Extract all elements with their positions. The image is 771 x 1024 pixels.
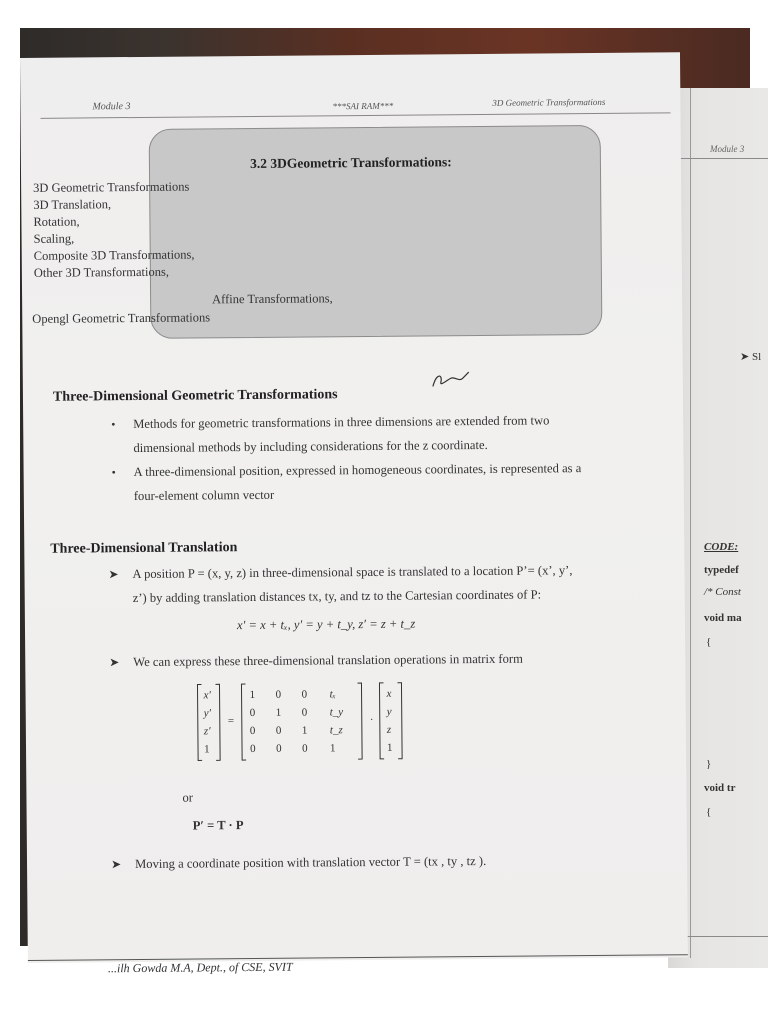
- footer-text: ...ilh Gowda M.A, Dept., of CSE, SVIT: [107, 959, 293, 976]
- header-left: Module 3: [92, 101, 131, 113]
- arrow-bullet: ➤: [110, 857, 122, 872]
- right-vector: [379, 683, 402, 759]
- moving-para: Moving a coordinate position with translation vector T = (tx , ty , tz ).: [134, 853, 487, 872]
- translation-equation: x′ = x + tₓ, y′ = y + t_y, z′ = z + t_z: [236, 616, 416, 633]
- matrix-cell: 0: [301, 742, 308, 755]
- matrix-cell: 1: [329, 742, 336, 755]
- footer-rule: [28, 954, 688, 961]
- translation-matrix-T: [241, 683, 362, 760]
- equals-sign: =: [227, 715, 235, 728]
- contents-item: Composite 3D Transformations,: [33, 247, 195, 263]
- contents-affine: Affine Transformations,: [212, 291, 333, 307]
- translation-para-line-2: z’) by adding translation distances tx, ty, and tz to the Cartesian coordinates of P:: [132, 587, 542, 606]
- document-page: [20, 52, 688, 976]
- matrix-cell: t_z: [329, 724, 343, 737]
- adjacent-code-label: CODE:: [704, 541, 739, 553]
- adjacent-module: Module 3: [710, 144, 745, 154]
- section1-heading: Three-Dimensional Geometric Transformations: [52, 387, 338, 405]
- dot-operator: ·: [369, 713, 374, 726]
- bullet-1-line-2: dimensional methods by including considerations for the z coordinate.: [133, 437, 488, 456]
- bullet-1-line-1: Methods for geometric transformations in three dimensions are extended from two: [133, 413, 550, 432]
- bullet-dot: •: [111, 417, 116, 432]
- box-title: 3.2 3DGeometric Transformations:: [250, 154, 452, 171]
- left-vector: [197, 684, 220, 760]
- translation-para-line-1: A position P = (x, y, z) in three-dimensional space is translated to a location P’= (x’, y’,: [132, 563, 573, 582]
- adjacent-brace-2: }: [706, 758, 712, 770]
- matrix-cell: 0: [301, 688, 308, 701]
- left-vector-entry: 1: [203, 743, 210, 756]
- handwritten-mark: [429, 368, 473, 390]
- arrow-bullet: ➤: [109, 655, 120, 670]
- right-vector-entry: z: [386, 723, 392, 736]
- matrix-cell: tₓ: [329, 688, 336, 701]
- left-vector-entry: y′: [203, 707, 212, 720]
- contents-item: 3D Translation,: [33, 197, 112, 212]
- bullet-2-line-2: four-element column vector: [133, 487, 275, 504]
- matrix-cell: 0: [249, 742, 256, 756]
- contents-item: 3D Geometric Transformations: [33, 179, 190, 195]
- header-right: 3D Geometric Transformations: [492, 96, 606, 108]
- matrix-cell: 1: [275, 706, 282, 719]
- adjacent-brace-1: {: [706, 636, 712, 648]
- left-vector-entry: x′: [203, 689, 211, 702]
- matrix-form-para: We can express these three-dimensional translation operations in matrix form: [133, 651, 523, 670]
- section2-heading: Three-Dimensional Translation: [50, 540, 238, 557]
- adjacent-header-rule: [668, 158, 768, 159]
- adjacent-void-tr: void tr: [704, 782, 736, 794]
- matrix-cell: 0: [275, 742, 282, 755]
- photo-background: [20, 28, 762, 976]
- or-text: or: [182, 790, 194, 805]
- arrow-bullet: ➤: [108, 567, 119, 582]
- matrix-cell: 1: [301, 724, 308, 737]
- matrix-cell: t_y: [329, 706, 344, 719]
- adjacent-typedef: typedef: [704, 564, 739, 576]
- contents-item: Rotation,: [33, 214, 80, 229]
- adjacent-sl: ➤ Sl: [740, 351, 762, 363]
- bullet-dot: •: [111, 465, 116, 480]
- matrix-cell: 1: [249, 688, 256, 702]
- right-vector-entry: y: [386, 705, 392, 718]
- left-vector-entry: z′: [203, 725, 211, 738]
- contents-item: Scaling,: [33, 231, 75, 246]
- right-vector-entry: 1: [386, 741, 393, 754]
- bullet-2-line-1: A three-dimensional position, expressed in homogeneous coordinates, is represented as a: [133, 461, 582, 480]
- contents-list: [33, 178, 195, 281]
- matrix-cell: 0: [275, 724, 282, 737]
- adjacent-brace-3: {: [706, 806, 712, 818]
- compact-equation: P′ = T · P: [192, 818, 244, 833]
- matrix-cell: 0: [275, 688, 282, 701]
- right-vector-entry: x: [386, 687, 392, 700]
- header-center: ***SAI RAM***: [332, 100, 394, 112]
- matrix-cell: 0: [249, 706, 256, 720]
- translation-matrix: [197, 680, 438, 762]
- header-rule: [41, 112, 671, 118]
- matrix-cell: 0: [249, 724, 256, 738]
- contents-opengl: Opengl Geometric Transformations: [32, 310, 211, 326]
- adjacent-const: /* Const: [704, 586, 741, 598]
- adjacent-void-ma: void ma: [704, 612, 742, 624]
- matrix-cell: 0: [301, 706, 308, 719]
- contents-item: Other 3D Transformations,: [33, 264, 170, 280]
- adjacent-page-frame: [690, 88, 771, 958]
